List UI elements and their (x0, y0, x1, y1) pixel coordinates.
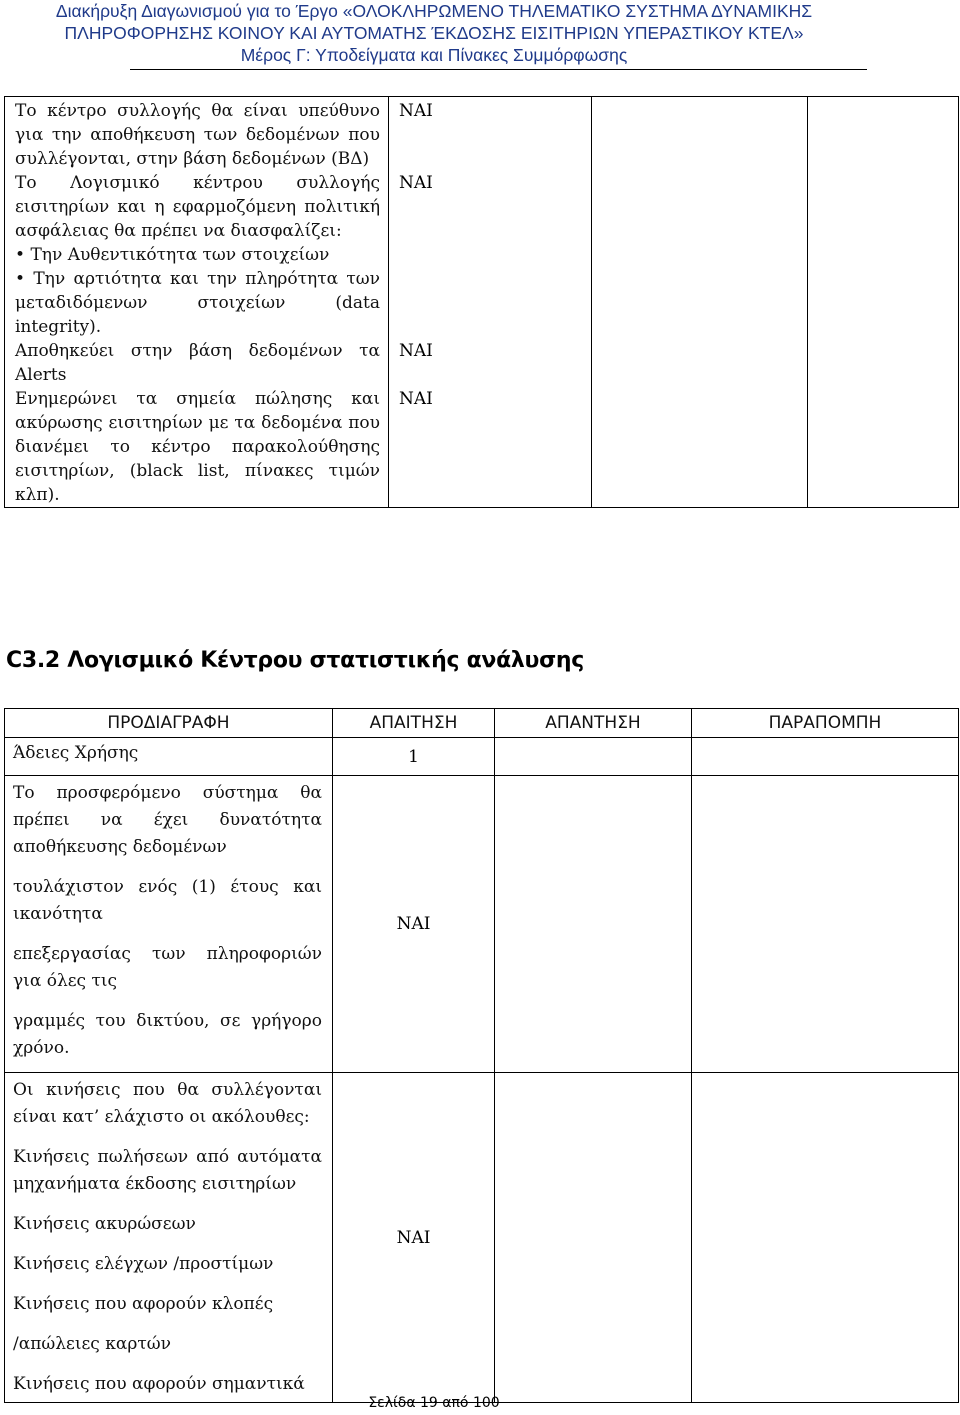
requirement-value: ΝΑΙ (399, 101, 433, 121)
answer-cell[interactable] (495, 1073, 692, 1403)
spec-text: Κινήσεις που αφορούν κλοπές (13, 1294, 274, 1314)
spec-text: Το κέντρο συλλογής θα είναι υπεύθυνο για την αποθήκευση των δεδομένων που συλλέγονται, στην βάση δεδομένων (ΒΔ) (15, 101, 380, 169)
reference-cell[interactable] (692, 776, 959, 1073)
spec-text: γραμμές του δικτύου, σε γρήγορο χρόνο. (13, 1011, 322, 1058)
specification-cell (5, 776, 333, 1073)
answer-cell[interactable] (495, 776, 692, 1073)
column-header-reference: ΠΑΡΑΠΟΜΠΗ (692, 709, 959, 738)
spec-text: Κινήσεις ελέγχων /προστίμων (13, 1254, 274, 1274)
table-row (5, 738, 959, 776)
header-title-line-2: ΠΛΗΡΟΦΟΡΗΣΗΣ ΚΟΙΝΟΥ ΚΑΙ ΑΥΤΟΜΑΤΗΣ ΈΚΔΟΣΗΣ ΕΙΣΙΤΗΡΙΩΝ ΥΠΕΡΑΣΤΙΚΟΥ ΚΤΕΛ» (64, 23, 804, 43)
requirement-cell: ΝΑΙ (333, 776, 495, 1073)
answer-cell[interactable] (495, 738, 692, 776)
spec-text: Οι κινήσεις που θα συλλέγονται είναι κατ’ ελάχιστο οι ακόλουθες: (13, 1080, 322, 1127)
header-part-line: Μέρος Γ: Υποδείγματα και Πίνακες Συμμόρφωσης (240, 45, 628, 65)
table-row (5, 97, 959, 508)
requirement-cell (389, 97, 592, 508)
requirement-cell: ΝΑΙ (333, 1073, 495, 1403)
requirement-cell: 1 (333, 738, 495, 776)
specification-cell: Άδειες Χρήσης (5, 738, 333, 776)
spec-text: Ενημερώνει τα σημεία πώλησης και ακύρωσης εισιτηρίων με τα δεδομένα που διανέμει το κέντρο παρακολούθησης εισιτηρίων, (black list, πίνακες τιμών κλπ). (15, 389, 380, 505)
section-title: C3.2 Λογισμικό Κέντρου στατιστικής ανάλυσης (6, 648, 585, 673)
column-header-specification: ΠΡΟΔΙΑΓΡΑΦΗ (5, 709, 333, 738)
spec-text: Κινήσεις πωλήσεων από αυτόματα μηχανήματα έκδοσης εισιτηρίων (13, 1147, 322, 1194)
spec-text: /απώλειες καρτών (13, 1334, 171, 1354)
document-header (0, 0, 868, 66)
spec-text: επεξεργασίας των πληροφοριών για όλες τις (13, 944, 322, 991)
table-row (5, 1073, 959, 1403)
specification-cell (5, 1073, 333, 1403)
spec-text: Το Λογισμικό κέντρου συλλογής εισιτηρίων και η εφαρμοζόμενη πολιτική ασφάλειας θα πρέπει να διασφαλίζει: (15, 173, 380, 241)
requirement-value: ΝΑΙ (399, 389, 433, 409)
requirement-value: ΝΑΙ (399, 341, 433, 361)
column-header-requirement: ΑΠΑΙΤΗΣΗ (333, 709, 495, 738)
answer-cell[interactable] (592, 97, 808, 508)
specification-cell (5, 97, 389, 508)
spec-text: Κινήσεις που αφορούν σημαντικά (13, 1374, 305, 1394)
compliance-table-c3-1 (4, 96, 959, 508)
spec-text: Το προσφερόμενο σύστημα θα πρέπει να έχει δυνατότητα αποθήκευσης δεδομένων (13, 783, 322, 857)
column-header-answer: ΑΠΑΝΤΗΣΗ (495, 709, 692, 738)
spec-text: τουλάχιστον ενός (1) έτους και ικανότητα (13, 877, 322, 924)
table-row (5, 776, 959, 1073)
spec-text: Κινήσεις ακυρώσεων (13, 1214, 196, 1234)
spec-text: Αποθηκεύει στην βάση δεδομένων τα Alerts (15, 341, 380, 385)
header-title-line-1: Διακήρυξη Διαγωνισμού για το Έργο «ΟΛΟΚΛΗΡΩΜΕΝΟ ΤΗΛΕΜΑΤΙΚΟ ΣΥΣΤΗΜΑ ΔΥΝΑΜΙΚΗΣ (55, 1, 813, 21)
header-divider (130, 69, 867, 70)
bullet-item: • Την Αυθεντικότητα των στοιχείων (15, 245, 330, 265)
reference-cell[interactable] (692, 738, 959, 776)
bullet-item: • Την αρτιότητα και την πληρότητα των μεταδιδόμενων στοιχείων (data integrity). (15, 269, 381, 337)
compliance-table-c3-2 (4, 708, 959, 1403)
requirement-value: ΝΑΙ (399, 173, 433, 193)
reference-cell[interactable] (692, 1073, 959, 1403)
table-header-row (5, 709, 959, 738)
reference-cell[interactable] (808, 97, 959, 508)
page-number: Σελίδα 19 από 100 (368, 1395, 500, 1411)
